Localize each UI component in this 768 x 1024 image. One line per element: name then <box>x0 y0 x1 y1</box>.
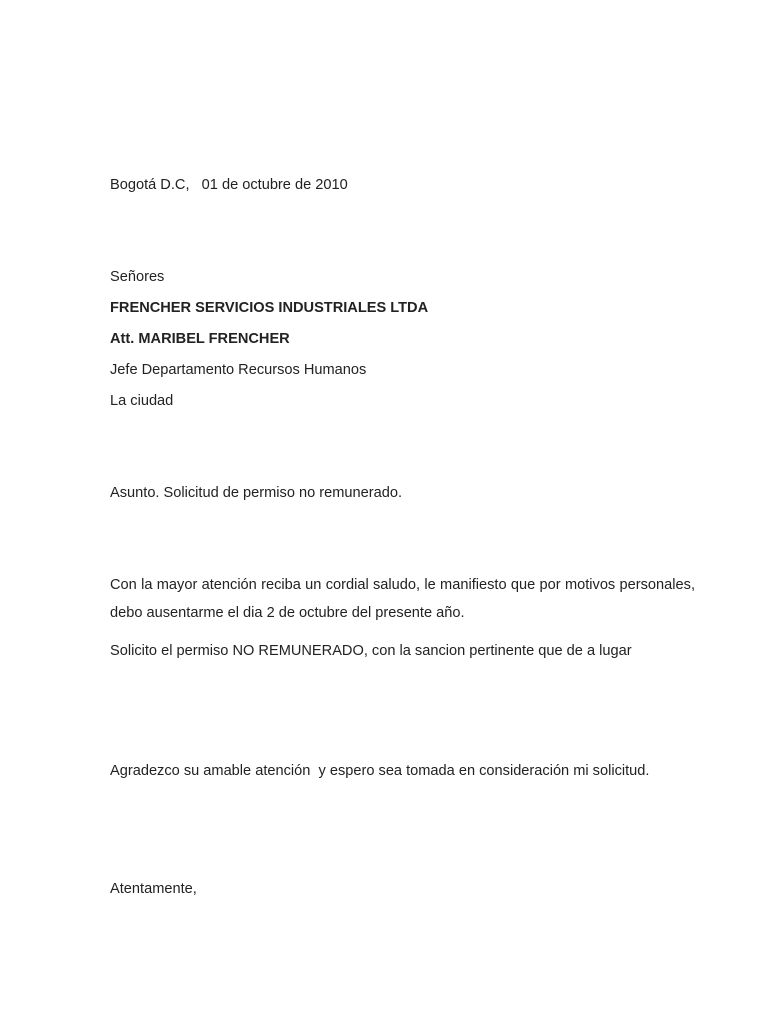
recipient-salutation: Señores <box>110 269 165 285</box>
recipient-position: Jefe Departamento Recursos Humanos <box>110 362 367 378</box>
recipient-city: La ciudad <box>110 393 174 409</box>
date-line: Bogotá D.C, 01 de octubre de 2010 <box>110 177 348 193</box>
body-paragraph-2: Solicito el permiso NO REMUNERADO, con la sancion pertinente que de a lugar <box>110 643 632 659</box>
body-paragraph-1: Con la mayor atención reciba un cordial saludo, le manifiesto que por motivos personales, debo ausentarme el dia 2 de octubre del presente año. <box>110 577 695 621</box>
recipient-attention: Att. MARIBEL FRENCHER <box>110 331 290 347</box>
subject-line: Asunto. Solicitud de permiso no remunerado. <box>110 485 403 501</box>
recipient-company: FRENCHER SERVICIOS INDUSTRIALES LTDA <box>110 300 429 316</box>
body-paragraph-3: Agradezco su amable atención y espero sea tomada en consideración mi solicitud. <box>110 763 650 779</box>
closing-line: Atentamente, <box>110 881 197 897</box>
